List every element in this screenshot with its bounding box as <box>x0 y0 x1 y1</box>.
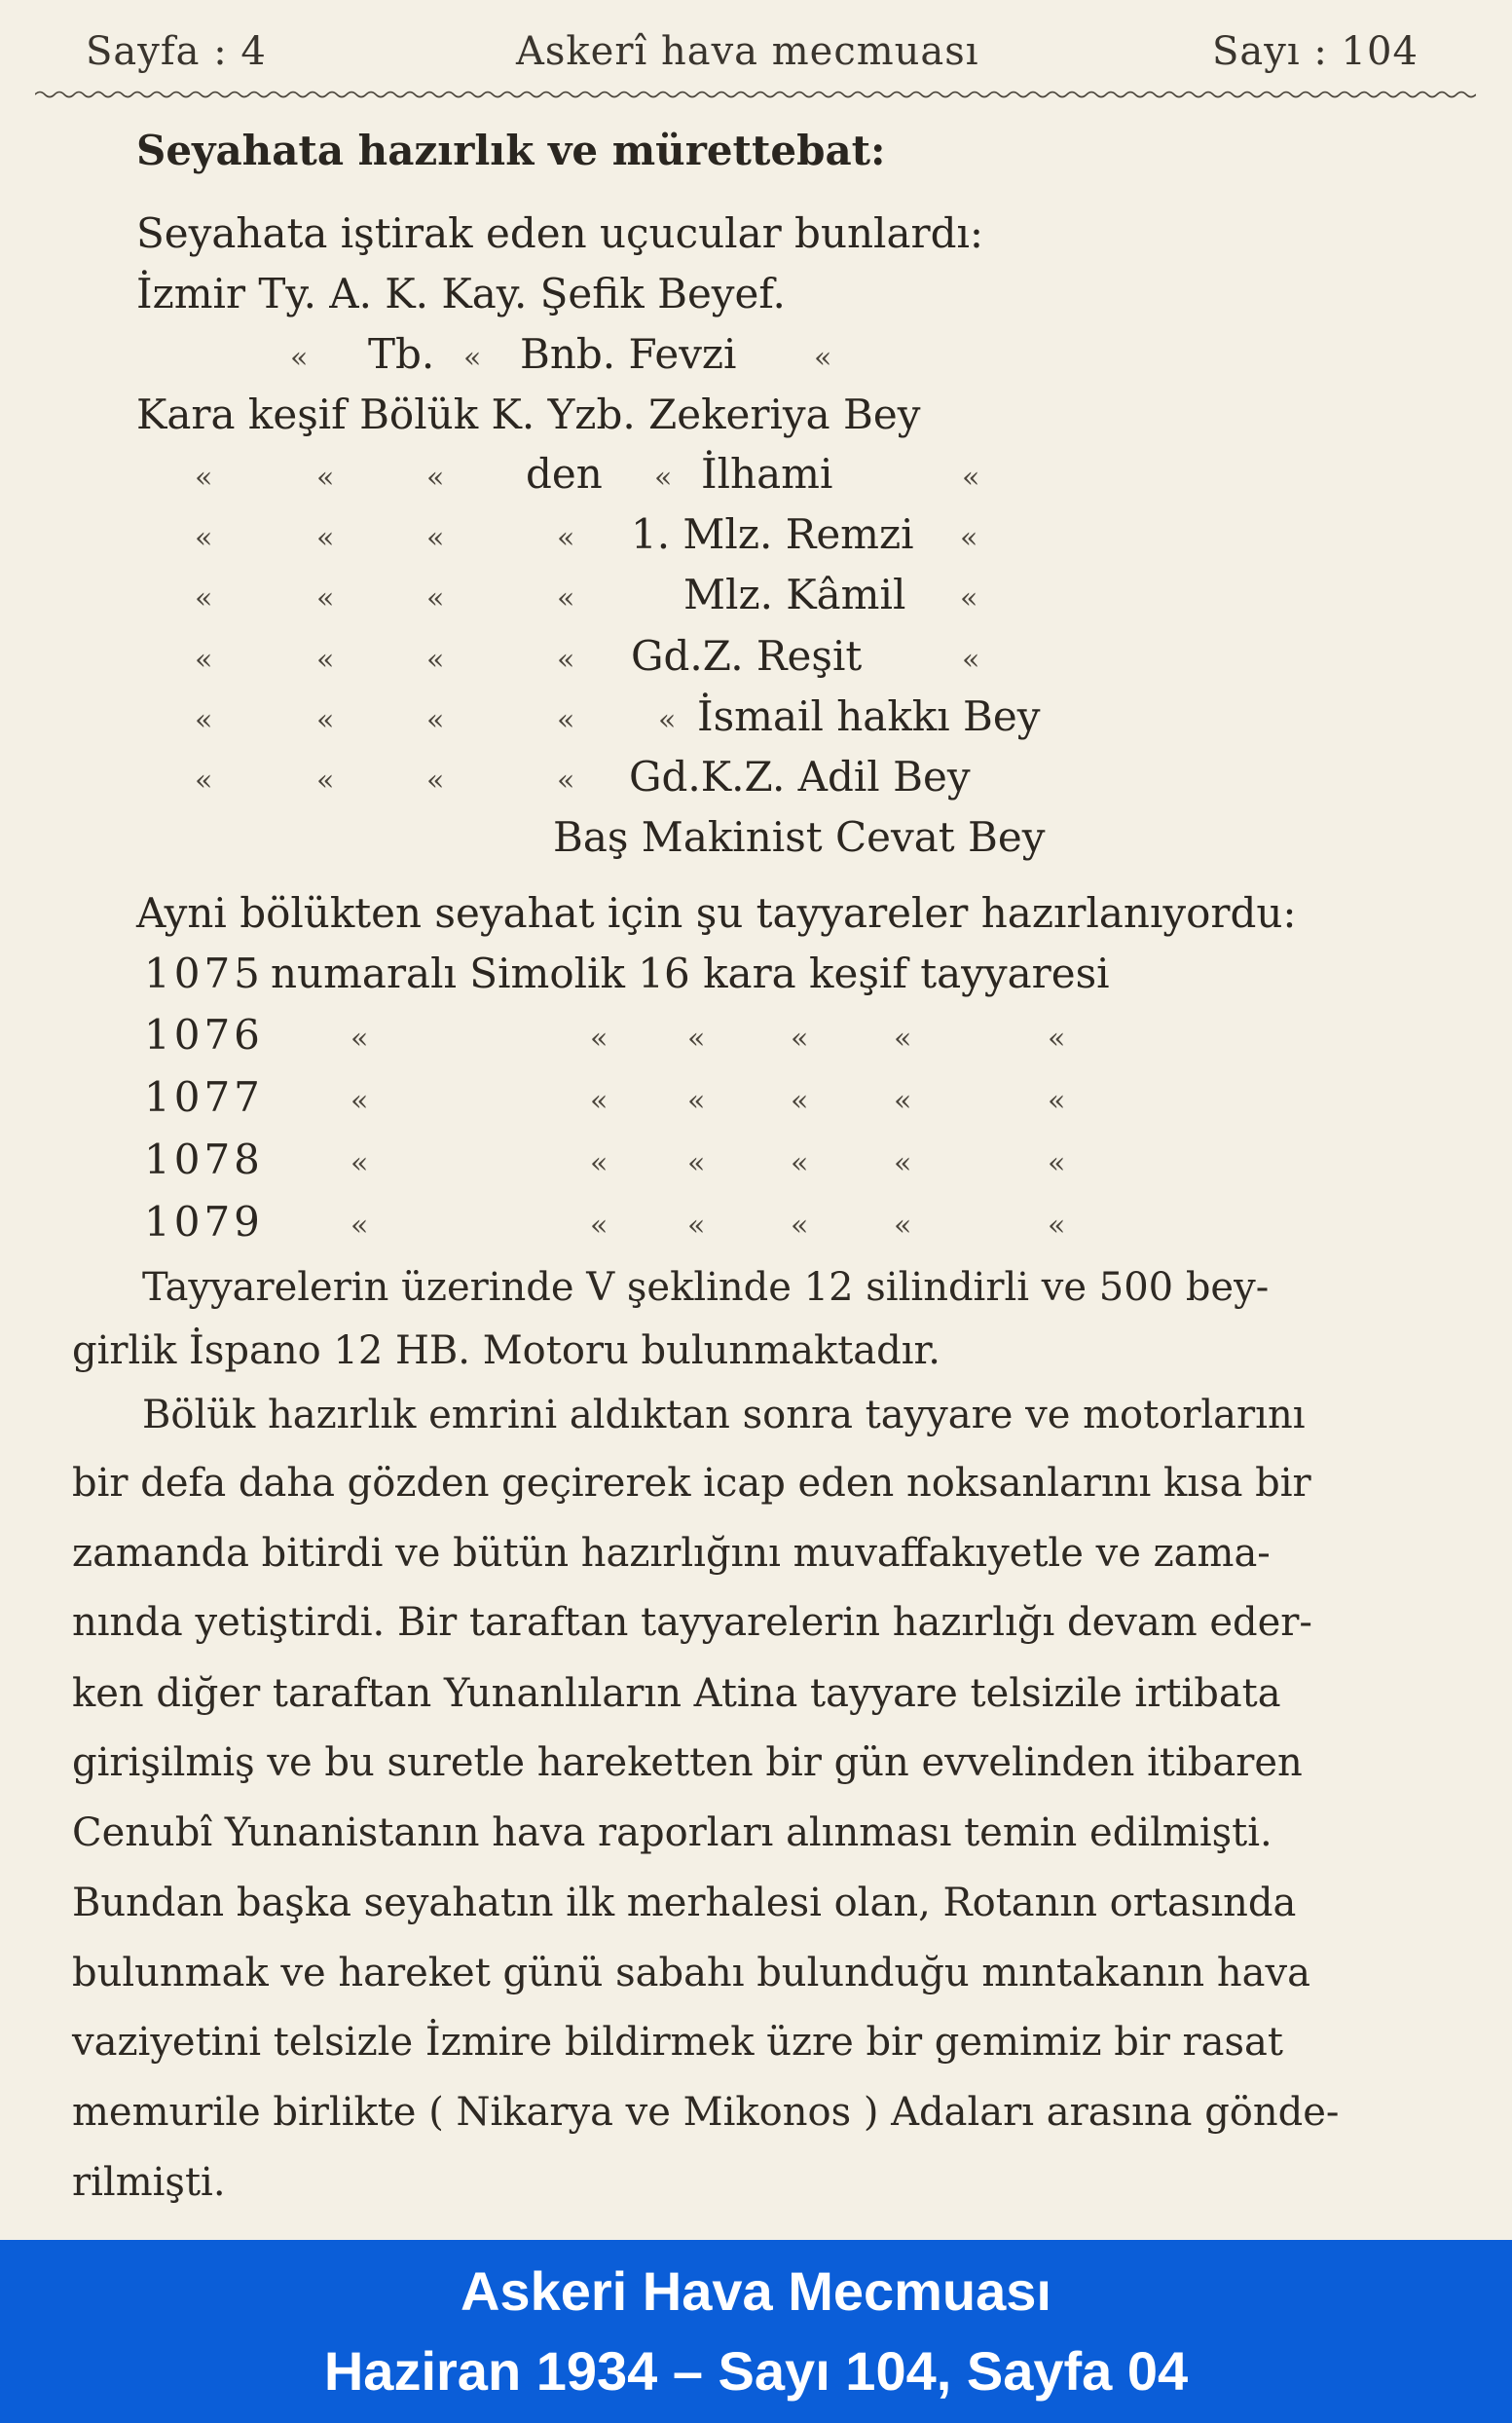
ditto-mark: « <box>894 1146 912 1180</box>
ditto-mark: « <box>426 461 445 495</box>
crew-line: İlhami <box>701 450 833 498</box>
section-heading: Seyahata hazırlık ve mürettebat: <box>136 127 886 174</box>
caption-issue: Haziran 1934 – Sayı 104, Sayfa 04 <box>323 2340 1189 2402</box>
aircraft-description: numaralı Simolik 16 kara keşif tayyaresi <box>271 950 1110 997</box>
ditto-mark: « <box>350 1022 369 1056</box>
ditto-mark: « <box>590 1146 608 1180</box>
ditto-mark: « <box>962 643 980 677</box>
ditto-mark: « <box>557 703 575 737</box>
ditto-mark: « <box>814 341 832 375</box>
body-line: Tayyarelerin üzerinde V şeklinde 12 silindirli ve 500 bey- <box>142 1265 1270 1310</box>
crew-line: Kara keşif Bölük K. Yzb. Zekeriya Bey <box>136 391 921 438</box>
aircraft-number: 1079 <box>144 1198 264 1246</box>
ditto-mark: « <box>557 643 575 677</box>
ditto-mark: « <box>350 1209 369 1243</box>
ditto-mark: « <box>791 1209 809 1243</box>
ditto-mark: « <box>687 1146 706 1180</box>
ditto-mark: « <box>195 703 213 737</box>
ditto-mark: « <box>290 341 309 375</box>
ditto-mark: « <box>590 1022 608 1056</box>
ditto-mark: « <box>195 521 213 555</box>
body-line: ken diğer taraftan Yunanlıların Atina tayyare telsizile irtibata <box>72 1671 1281 1716</box>
body-line: Bundan başka seyahatın ilk merhalesi olan, Rotanın ortasında <box>72 1881 1297 1925</box>
body-line: girlik İspano 12 HB. Motoru bulunmaktadır. <box>72 1328 940 1373</box>
ditto-mark: « <box>195 461 213 495</box>
ditto-mark: « <box>195 581 213 615</box>
caption-title: Askeri Hava Mecmuası <box>460 2260 1051 2322</box>
ditto-mark: « <box>1048 1209 1066 1243</box>
ditto-mark: « <box>426 521 445 555</box>
crew-line: Bnb. Fevzi <box>520 330 737 378</box>
body-line: Bölük hazırlık emrini aldıktan sonra tayyare ve motorlarını <box>142 1393 1306 1437</box>
ditto-mark: « <box>654 461 673 495</box>
crew-line: Gd.K.Z. Adil Bey <box>629 753 971 801</box>
ditto-mark: « <box>316 643 335 677</box>
crew-line: Gd.Z. Reşit <box>631 632 863 680</box>
body-line: girişilmiş ve bu suretle hareketten bir gün evvelinden itibaren <box>72 1740 1303 1785</box>
issue-number-label: Sayı : 104 <box>1212 29 1419 74</box>
ditto-mark: « <box>1048 1022 1066 1056</box>
ditto-mark: « <box>960 521 978 555</box>
ditto-mark: « <box>1048 1146 1066 1180</box>
ditto-mark: « <box>316 703 335 737</box>
ditto-mark: « <box>687 1022 706 1056</box>
ditto-mark: « <box>960 581 978 615</box>
ditto-mark: « <box>557 521 575 555</box>
aircraft-number: 1075 <box>144 950 264 997</box>
aircraft-number: 1077 <box>144 1073 264 1121</box>
body-line: bulunmak ve hareket günü sabahı bulunduğu mıntakanın hava <box>72 1951 1310 1995</box>
crew-line: den <box>526 450 603 498</box>
ditto-mark: « <box>590 1209 608 1243</box>
header-wavy-rule <box>35 90 1476 99</box>
aircraft-number: 1076 <box>144 1011 264 1059</box>
aircraft-number: 1078 <box>144 1136 264 1183</box>
page-number-label: Sayfa : 4 <box>86 29 267 74</box>
ditto-mark: « <box>195 643 213 677</box>
crew-line: İzmir Ty. A. K. Kay. Şefik Beyef. <box>136 270 786 317</box>
ditto-mark: « <box>687 1084 706 1118</box>
crew-line: 1. Mlz. Remzi <box>631 510 914 558</box>
ditto-mark: « <box>350 1146 369 1180</box>
ditto-mark: « <box>426 643 445 677</box>
ditto-mark: « <box>316 521 335 555</box>
caption-banner <box>0 2240 1512 2423</box>
ditto-mark: « <box>791 1146 809 1180</box>
aircraft-intro: Ayni bölükten seyahat için şu tayyareler hazırlanıyordu: <box>136 889 1297 937</box>
ditto-mark: « <box>557 581 575 615</box>
ditto-mark: « <box>557 764 575 798</box>
crew-line: Mlz. Kâmil <box>683 571 906 618</box>
crew-intro: Seyahata iştirak eden uçucular bunlardı: <box>136 209 984 257</box>
ditto-mark: « <box>1048 1084 1066 1118</box>
ditto-mark: « <box>426 764 445 798</box>
ditto-mark: « <box>463 341 482 375</box>
ditto-mark: « <box>894 1209 912 1243</box>
body-line: zamanda bitirdi ve bütün hazırlığını muvaffakıyetle ve zama- <box>72 1531 1271 1576</box>
ditto-mark: « <box>658 703 677 737</box>
body-line: vaziyetini telsizle İzmire bildirmek üzre bir gemimiz bir rasat <box>72 2020 1283 2065</box>
ditto-mark: « <box>791 1022 809 1056</box>
ditto-mark: « <box>590 1084 608 1118</box>
ditto-mark: « <box>894 1084 912 1118</box>
crew-line: Baş Makinist Cevat Bey <box>553 813 1046 861</box>
body-line: bir defa daha gözden geçirerek icap eden noksanlarını kısa bir <box>72 1461 1311 1506</box>
ditto-mark: « <box>426 703 445 737</box>
ditto-mark: « <box>350 1084 369 1118</box>
ditto-mark: « <box>316 581 335 615</box>
body-line: Cenubî Yunanistanın hava raporları alınması temin edilmişti. <box>72 1810 1272 1855</box>
crew-line: Tb. <box>368 330 435 378</box>
ditto-mark: « <box>316 461 335 495</box>
running-title: Askerî hava mecmuası <box>516 29 979 74</box>
body-line: memurile birlikte ( Nikarya ve Mikonos ) Adaları arasına gönde- <box>72 2090 1340 2135</box>
ditto-mark: « <box>791 1084 809 1118</box>
body-line: nında yetiştirdi. Bir taraftan tayyarelerin hazırlığı devam eder- <box>72 1600 1312 1645</box>
crew-line: İsmail hakkı Bey <box>697 692 1041 740</box>
ditto-mark: « <box>426 581 445 615</box>
ditto-mark: « <box>687 1209 706 1243</box>
ditto-mark: « <box>316 764 335 798</box>
ditto-mark: « <box>962 461 980 495</box>
ditto-mark: « <box>195 764 213 798</box>
ditto-mark: « <box>894 1022 912 1056</box>
body-line: rilmişti. <box>72 2160 226 2205</box>
